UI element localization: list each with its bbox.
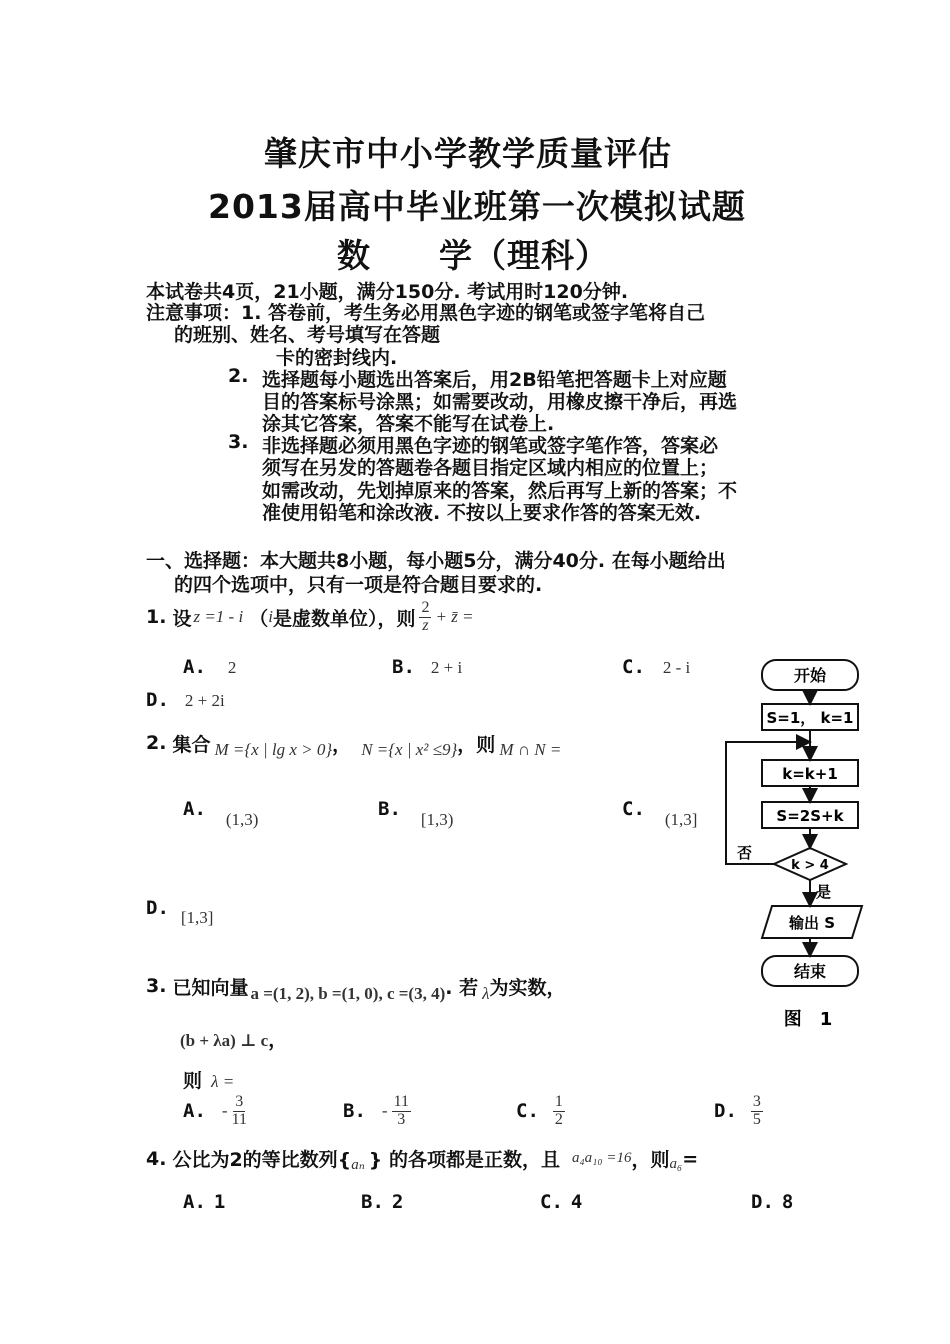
q3-opt-d-num: 3 [752,1093,761,1110]
q2-option-c[interactable] [622,798,698,829]
q4-opt-a-value: 1 [213,1191,226,1213]
q3-lambda: λ [482,984,490,1003]
q2-opt-a-label: A. [183,798,206,820]
q3-number: 3. [146,975,167,997]
q3-vectors: a =(1, 2), b =(1, 0), c =(3, 4) [250,984,446,1003]
note-3-line1: 非选择题必须用黑色字迹的钢笔或签字笔作答，答案必 [262,435,719,457]
q4-option-a[interactable] [183,1191,225,1213]
q3-text-1: 已知向量 [172,976,249,999]
question-4 [146,1143,698,1174]
q1-opt-c-value: 2 - i [662,658,691,677]
q2-option-a[interactable] [183,798,259,829]
q3-text-3: 为实数， [489,976,566,999]
note-1-line2: 的班别、姓名、考号填写在答题 [174,324,441,346]
q4-option-c[interactable] [540,1191,582,1213]
fc-output-label: 输出 S [788,914,836,932]
q1-option-b[interactable] [392,656,462,678]
q1-i: i [268,607,273,627]
exam-info: 本试卷共4页，21小题，满分150分. 考试用时120分钟. [146,281,629,303]
q4-eq: = [682,1147,699,1170]
q1-opt-b-value: 2 + i [430,658,463,677]
q1-fraction [419,600,431,635]
q4-opt-b-value: 2 [391,1191,404,1213]
q1-option-d[interactable] [146,689,225,711]
fc-decision-label: k > 4 [791,858,829,873]
q3-option-a[interactable] [183,1094,247,1129]
q1-z-def: z =1 - i [193,607,244,627]
q3-opt-c-label: C. [516,1100,539,1123]
q1-option-c[interactable] [622,656,690,678]
note-1-line3: 卡的密封线内. [276,347,398,369]
q2-set-n: N ={x | x² ≤9} [361,740,458,759]
q4-number: 4. [146,1147,167,1170]
q2-option-b[interactable] [378,798,454,829]
q4-opt-c-value: 4 [570,1191,583,1213]
q3-ask-expr: λ = [211,1072,235,1091]
q3-opt-c-frac [553,1094,565,1129]
q3-opt-a-num: 3 [235,1093,244,1110]
q3-condition [180,1025,287,1052]
q4-an: aₙ [351,1157,365,1173]
q4-a6: a₆ [669,1156,683,1172]
q3-opt-b-frac [392,1094,411,1129]
fc-caption: 图 1 [783,1009,833,1030]
q2-expr: M ∩ N = [499,740,562,759]
q1-text-3: 是虚数单位），则 [272,607,416,630]
question-2 [146,726,561,760]
fc-yes-label: 是 [816,883,832,901]
q3-option-c[interactable] [516,1094,565,1129]
q1-opt-a-value: 2 [227,658,237,677]
note-1-line1: 注意事项：1. 答卷前，考生务必用黑色字迹的钢笔或签字笔将自己 [146,302,706,324]
q4-condition: a₄a₁₀ =16 [571,1150,632,1166]
q3-opt-c-den: 2 [554,1110,563,1128]
fc-no-label: 否 [737,844,753,862]
q4-opt-d-value: 8 [781,1191,794,1213]
fc-end-label: 结束 [793,962,827,981]
exam-title: 肇庆市中小学教学质量评估 [264,134,672,173]
q3-opt-a-den: 11 [231,1110,247,1128]
q3-opt-b-sign: - [381,1101,388,1121]
q1-opt-d-value: 2 + 2i [184,691,225,710]
q2-opt-a-value: (1,3) [225,810,259,829]
q3-option-d[interactable] [714,1094,763,1129]
q4-opt-c-label: C. [540,1191,563,1213]
q1-opt-a-label: A. [183,656,206,678]
q1-text-1: 设 [172,607,192,630]
note-3-line4: 准使用铅笔和涂改液. 不按以上要求作答的答案无效. [262,502,702,524]
q3-opt-b-label: B. [343,1100,366,1123]
q3-opt-d-frac [751,1094,763,1129]
q2-opt-c-label: C. [622,798,645,820]
note-3-line3: 如需改动，先划掉原来的答案，然后再写上新的答案；不 [262,480,738,502]
q4-opt-a-label: A. [183,1191,206,1213]
q3-ask [183,1066,234,1093]
q3-cond-expr: (b + λa) ⊥ c [180,1031,269,1050]
exam-subject: 数 学（理科） [337,236,609,275]
q2-opt-d-label: D. [146,897,169,919]
q2-set-m: M ={x | lg x > 0} [214,740,333,759]
q2-opt-d-value: [1,3] [180,908,214,927]
note-3-number: 3. [228,431,249,453]
q4-option-d[interactable] [751,1191,793,1213]
q2-opt-b-value: [1,3) [420,810,454,829]
fc-step1-label: k=k+1 [782,765,838,783]
q2-opt-c-value: (1,3] [664,810,698,829]
q2-text-1: 集合 [172,733,211,756]
q3-text-4: 则 [183,1070,203,1092]
q4-text-3: ，则 [631,1149,670,1171]
note-2-line3: 涂其它答案，答案不能写在试卷上. [262,413,555,435]
q4-opt-b-label: B. [361,1191,384,1213]
q3-opt-d-den: 5 [752,1110,761,1128]
question-3 [146,968,565,1004]
flowchart [720,655,880,1035]
q2-number: 2. [146,732,167,754]
q3-opt-a-label: A. [183,1100,206,1123]
q3-opt-c-num: 1 [554,1093,563,1110]
q3-opt-a-sign: - [221,1101,228,1121]
q3-opt-d-label: D. [714,1100,737,1123]
q3-option-b[interactable] [343,1094,411,1129]
section-heading-cont: 的四个选项中，只有一项是符合题目要求的. [174,574,543,596]
q1-opt-b-label: B. [392,656,415,678]
q2-text-2: ，则 [457,733,496,756]
note-3-line2: 须写在另发的答题卷各题目指定区域内相应的位置上； [262,457,719,479]
fc-init-label: S=1， k=1 [766,709,854,727]
q3-opt-b-den: 3 [397,1110,406,1128]
q1-frac-num: 2 [421,599,430,616]
q3-opt-b-num: 11 [393,1093,409,1110]
q4-text-1: 公比为2的等比数列{ [172,1149,352,1171]
note-2-line2: 目的答案标号涂黑；如需要改动，用橡皮擦干净后，再选 [262,391,738,413]
question-1 [146,600,474,635]
q1-opt-d-label: D. [146,689,169,711]
note-2-number: 2. [228,365,249,387]
q2-opt-b-label: B. [378,798,401,820]
fc-step2-label: S=2S+k [776,807,844,825]
q1-frac-den: z [422,616,429,634]
q4-option-b[interactable] [361,1191,403,1213]
q1-expr: + z̄ = [435,607,474,627]
note-2-line1: 选择题每小题选出答案后，用2B铅笔把答题卡上对应题 [262,369,727,391]
q4-text-2: } 的各项都是正数，且 [368,1149,560,1171]
q2-comma: ， [332,733,352,756]
section-heading: 一、选择题：本大题共8小题，每小题5分，满分40分. 在每小题给出 [146,550,726,572]
q2-option-d[interactable] [146,897,214,927]
q3-opt-a-frac [232,1094,247,1129]
exam-subtitle: 2013届高中毕业班第一次模拟试题 [208,187,746,226]
fc-start-label: 开始 [793,666,827,685]
q3-text-2: . 若 [445,976,479,999]
q1-opt-c-label: C. [622,656,645,678]
q1-option-a[interactable] [183,656,236,678]
q4-opt-d-label: D. [751,1191,774,1213]
q3-comma: ， [268,1029,288,1051]
q1-text-2: （ [249,607,269,630]
q1-number: 1. [146,606,167,629]
